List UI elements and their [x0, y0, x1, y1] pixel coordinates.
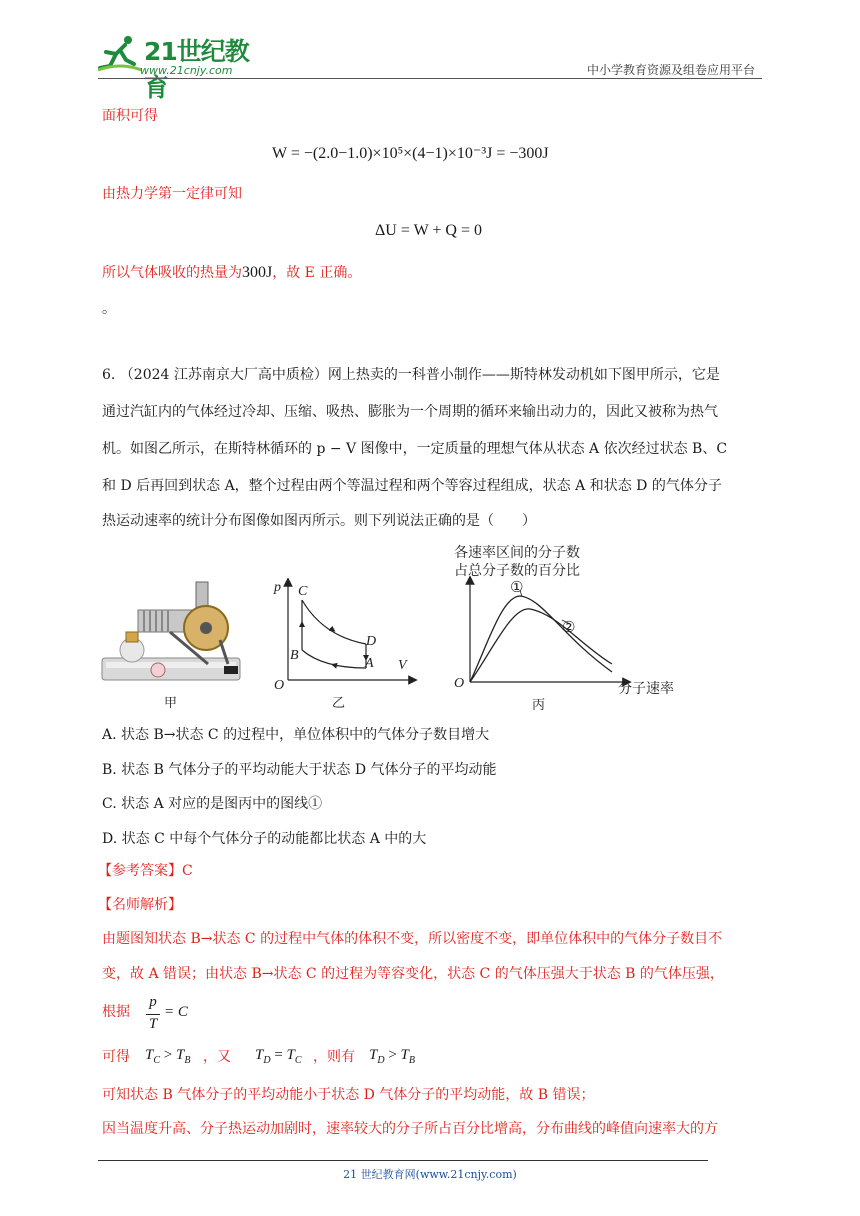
brand-url: www.21cnjy.com — [140, 64, 233, 77]
axis-v-label: V — [398, 658, 407, 673]
caption-yi: 乙 — [332, 696, 346, 711]
work-equation: W = −(2.0−1.0)×10⁵×(4−1)×10⁻³J = −300J — [272, 145, 549, 162]
state-d-label: D — [366, 634, 377, 649]
option-b: B. 状态 B 气体分子的平均动能大于状态 D 气体分子的平均动能 — [102, 762, 497, 778]
pv-diagram — [268, 578, 418, 718]
option-a: A. 状态 B→状态 C 的过程中，单位体积中的气体分子数目增大 — [102, 727, 490, 743]
state-c-label: C — [298, 584, 308, 599]
question-line-2: 通过汽缸内的气体经过冷却、压缩、吸热、膨胀为一个周期的循环来输出动力的，因此又被称为热气 — [102, 404, 718, 420]
speed-distribution-plot — [462, 576, 632, 688]
heat-text-b: ，故 E 正确。 — [272, 265, 362, 281]
heat-text-a: 所以气体吸收的热量为 — [102, 265, 242, 281]
analysis-label: 【名师解析】 — [98, 897, 182, 913]
dist-xlabel: 分子速率 — [618, 681, 674, 697]
axis-p-label: p — [274, 580, 281, 595]
fraction-rhs: = C — [164, 1004, 188, 1020]
td-eq-tc: $T_D = T_C$ — [255, 1047, 302, 1066]
footer-divider — [98, 1160, 708, 1161]
state-a-label: A — [365, 656, 374, 671]
fraction-denominator: T — [148, 1016, 158, 1032]
runner-icon — [98, 34, 142, 74]
brand-name: 21世纪教育 — [144, 37, 249, 102]
header-divider — [98, 78, 762, 79]
dist-origin-label: O — [454, 676, 465, 691]
site-logo[interactable] — [98, 30, 258, 102]
caption-bing: 丙 — [532, 698, 546, 713]
caption-jia: 甲 — [164, 696, 178, 711]
curve-1-label: ① — [510, 578, 524, 596]
question-line-3: 机。如图乙所示，在斯特林循环的 p − V 图像中，一定质量的理想气体从状态 A 依次经过状态 B、C — [102, 441, 728, 457]
platform-title: 中小学教育资源及组卷应用平台 — [586, 63, 755, 77]
genju-text: 根据 — [102, 1004, 130, 1020]
tc-gt-tb: $T_C > T_B$ — [145, 1047, 191, 1066]
energy-equation: ΔU = W + Q = 0 — [375, 222, 482, 239]
first-law-text: 由热力学第一定律可知 — [102, 186, 242, 202]
kede-text: 可得 — [102, 1049, 130, 1065]
pv-cycle-plot — [268, 578, 418, 688]
zeyou-text: ，则有 — [313, 1049, 355, 1065]
analysis-line-1: 由题图知状态 B→状态 C 的过程中气体的体积不变，所以密度不变，即单位体积中的气体分子数目不 — [102, 931, 723, 947]
analysis-line-3: 可知状态 B 气体分子的平均动能小于状态 D 气体分子的平均动能，故 B 错误； — [102, 1087, 595, 1103]
stray-period: 。 — [102, 301, 116, 317]
stirling-engine-illustration — [100, 580, 245, 690]
question-line-4: 和 D 后再回到状态 A，整个过程由两个等温过程和两个等容过程组成，状态 A 和状态 D 的气体分子 — [102, 478, 722, 494]
stirling-engine-figure — [100, 580, 245, 711]
answer-label: 【参考答案】C — [98, 863, 193, 879]
option-d: D. 状态 C 中每个气体分子的动能都比状态 A 中的大 — [102, 831, 427, 847]
question-line-5: 热运动速率的统计分布图像如图丙所示。则下列说法正确的是（ ） — [102, 513, 536, 529]
fraction-numerator: p — [149, 994, 157, 1010]
origin-label: O — [274, 678, 285, 693]
state-b-label: B — [290, 648, 299, 663]
analysis-line-4: 因当温度升高、分子热运动加剧时，速率较大的分子所占百分比增高，分布曲线的峰值向速率大的方 — [102, 1121, 718, 1137]
heat-value: 300J — [242, 264, 273, 281]
curve-2-label: ② — [562, 618, 576, 636]
analysis-line-2: 变，故 A 错误；由状态 B→状态 C 的过程为等容变化，状态 C 的气体压强大于状态 B 的气体压强， — [102, 966, 724, 982]
speed-distribution-figure — [450, 540, 690, 718]
td-gt-tb: $T_D > T_B$ — [369, 1047, 415, 1066]
fraction-bar — [146, 1014, 160, 1015]
footer-link[interactable]: 21 世纪教育网(www.21cnjy.com) — [343, 1168, 517, 1181]
you-text: ，又 — [203, 1049, 231, 1065]
dist-ylabel-2: 占总分子数的百分比 — [454, 563, 580, 579]
question-line-1: 6. （2024 江苏南京大厂高中质检）网上热卖的一科普小制作——斯特林发动机如下图甲所示，它是 — [102, 367, 720, 383]
option-c: C. 状态 A 对应的是图丙中的图线① — [102, 796, 323, 812]
dist-ylabel-1: 各速率区间的分子数 — [454, 545, 580, 561]
area-text: 面积可得 — [102, 108, 158, 124]
heat-line — [102, 264, 361, 282]
